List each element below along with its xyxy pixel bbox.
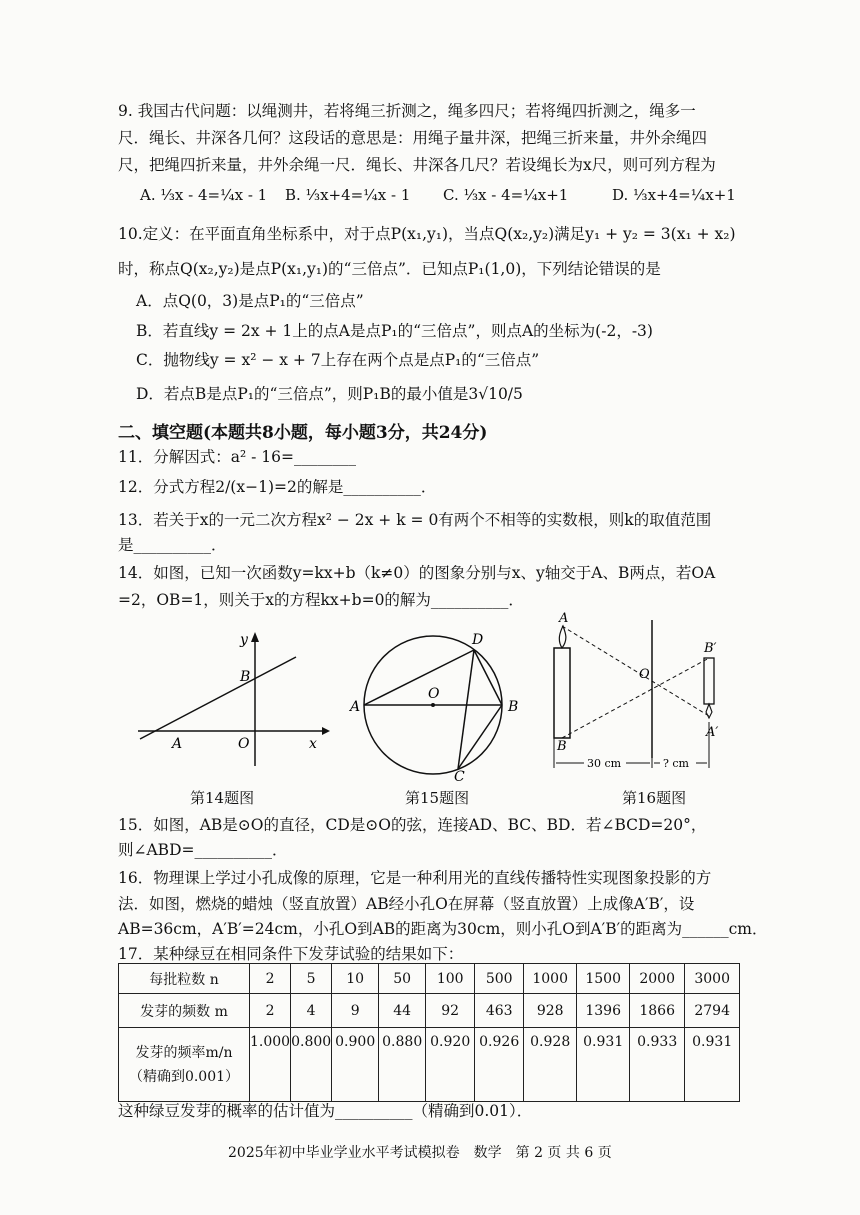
table-cell: 2794	[685, 994, 740, 1028]
q11-text: 11．分解因式：a² - 16=________	[118, 448, 356, 466]
table-cell: 1.000	[250, 1028, 291, 1102]
label-o: O	[639, 667, 650, 682]
function-line	[140, 657, 296, 739]
dim-30cm: 30 cm	[587, 757, 622, 770]
q13-line2: 是__________．	[118, 536, 227, 554]
table-row-frequency	[119, 1028, 740, 1102]
q10-option-d: D．若点B是点P₁的“三倍点”，则P₁B的最小值是3√10/5	[136, 385, 523, 403]
label-b: B	[240, 669, 251, 685]
q16-line3: AB=36cm，A′B′=24cm，小孔O到AB的距离为30cm，则小孔O到A′B′的距离为______cm．	[118, 920, 768, 938]
flame-icon	[559, 626, 566, 648]
table-cell: 463	[475, 994, 524, 1028]
table-cell: 0.931	[685, 1028, 740, 1102]
label-a: A	[172, 736, 183, 752]
table-cell: 1396	[577, 994, 630, 1028]
q9-line3: 尺，把绳四折来量，井外余绳一尺．绳长、井深各几尺？若设绳长为x尺，则可列方程为	[118, 156, 716, 174]
table-row-m	[119, 994, 740, 1028]
table-cell: 92	[426, 994, 475, 1028]
q9-option-d: D. ⅓x+4=¼x+1	[612, 186, 736, 204]
table-cell: 0.933	[630, 1028, 685, 1102]
caption-fig16: 第16题图	[622, 789, 687, 807]
label-b: B	[557, 739, 567, 754]
ray-b	[562, 658, 709, 738]
table-cell: 100	[426, 964, 475, 994]
table-cell: 2	[250, 994, 291, 1028]
q12-text: 12．分式方程2/(x−1)=2的解是__________．	[118, 478, 437, 496]
label-x: x	[309, 736, 317, 752]
table-cell: 50	[379, 964, 426, 994]
section-2-heading: 二、填空题(本题共8小题，每小题3分，共24分)	[118, 423, 488, 443]
table-cell: 0.800	[291, 1028, 332, 1102]
table-cell: 1500	[577, 964, 630, 994]
q16-line2: 法．如图，燃烧的蜡烛（竖直放置）AB经小孔O在屏幕（竖直放置）上成像A′B′，设	[118, 895, 695, 913]
label-a-prime: A′	[706, 725, 719, 740]
row-label-m: 发芽的频数 m	[119, 994, 250, 1028]
label-o: O	[428, 686, 440, 702]
q10-line1: 10.定义：在平面直角坐标系中，对于点P(x₁,y₁)，当点Q(x₂,y₂)满足y₁ + y₂ = 3(x₁ + x₂)	[118, 225, 736, 243]
chord-cd	[458, 650, 474, 769]
table-cell: 44	[379, 994, 426, 1028]
row-label-frequency	[119, 1028, 250, 1102]
q16-line1: 16．物理课上学过小孔成像的原理，它是一种利用光的直线传播特性实现图象投影的方	[118, 869, 712, 887]
q9-line2: 尺．绳长、井深各几何？这段话的意思是：用绳子量井深，把绳三折来量，井外余绳四	[118, 129, 708, 147]
chord-ad	[364, 650, 474, 705]
chord-bd	[474, 650, 502, 705]
q17-table	[118, 963, 740, 1102]
table-cell: 0.920	[426, 1028, 475, 1102]
q10-line2: 时，称点Q(x₂,y₂)是点P(x₁,y₁)的“三倍点”．已知点P₁(1,0)，下列结论错误的是	[118, 260, 661, 278]
table-cell: 2000	[630, 964, 685, 994]
q14-line2: =2，OB=1，则关于x的方程kx+b=0的解为__________．	[118, 591, 524, 609]
center-point	[431, 703, 435, 707]
table-cell: 0.926	[475, 1028, 524, 1102]
x-axis-arrow-icon	[322, 727, 330, 735]
ray-a	[562, 626, 709, 716]
q17-ending: 这种绿豆发芽的概率的估计值为__________（精确到0.01）．	[118, 1102, 533, 1120]
q10-option-a: A．点Q(0，3)是点P₁的“三倍点”	[136, 292, 364, 310]
table-cell: 500	[475, 964, 524, 994]
label-c: C	[454, 769, 465, 783]
table-cell: 0.900	[332, 1028, 379, 1102]
table-cell: 0.880	[379, 1028, 426, 1102]
figure-16-diagram	[548, 612, 723, 777]
label-a: A	[350, 699, 361, 715]
frequency-label: 发芽的频率m/n	[135, 1044, 233, 1061]
label-b-prime: B′	[704, 641, 717, 656]
label-o: O	[238, 736, 250, 752]
q17-intro: 17．某种绿豆在相同条件下发芽试验的结果如下：	[118, 945, 464, 963]
figure-15-diagram	[340, 618, 530, 783]
caption-fig15: 第15题图	[405, 789, 470, 807]
table-cell: 9	[332, 994, 379, 1028]
table-cell: 3000	[685, 964, 740, 994]
table-cell: 1000	[524, 964, 577, 994]
inverted-flame-icon	[706, 704, 712, 718]
table-cell: 1866	[630, 994, 685, 1028]
table-cell: 2	[250, 964, 291, 994]
table-cell: 5	[291, 964, 332, 994]
q9-option-a: A. ⅓x - 4=¼x - 1	[140, 186, 268, 204]
row-label-n: 每批粒数 n	[119, 964, 250, 994]
table-row-n	[119, 964, 740, 994]
candle-body	[554, 648, 570, 738]
y-axis-arrow-icon	[251, 632, 259, 642]
figure-14-diagram	[130, 628, 330, 768]
label-b: B	[508, 699, 519, 715]
q9-option-c: C. ⅓x - 4=¼x+1	[443, 186, 569, 204]
table-cell: 4	[291, 994, 332, 1028]
q9-option-b: B. ⅓x+4=¼x - 1	[285, 186, 411, 204]
frequency-note: （精确到0.001）	[128, 1068, 240, 1085]
q15-line1: 15．如图，AB是⊙O的直径，CD是⊙O的弦，连接AD、BC、BD．若∠BCD=20°，	[118, 816, 707, 834]
table-cell: 0.928	[524, 1028, 577, 1102]
q9-line1: 9. 我国古代问题：以绳测井，若将绳三折测之，绳多四尺；若将绳四折测之，绳多一	[118, 102, 696, 120]
q14-line1: 14．如图，已知一次函数y=kx+b（k≠0）的图象分别与x、y轴交于A、B两点，若OA	[118, 564, 716, 582]
table-cell: 0.931	[577, 1028, 630, 1102]
q10-option-c: C．抛物线y = x² − x + 7上存在两个点是点P₁的“三倍点”	[136, 351, 540, 369]
label-d: D	[472, 632, 484, 648]
label-a: A	[559, 612, 569, 626]
label-y: y	[240, 632, 248, 648]
table-cell: 10	[332, 964, 379, 994]
q15-line2: 则∠ABD=__________．	[118, 841, 288, 859]
q13-line1: 13．若关于x的一元二次方程x² − 2x + k = 0有两个不相等的实数根，则k的取值范围	[118, 511, 712, 529]
dim-unknown: ? cm	[663, 757, 689, 770]
caption-fig14: 第14题图	[190, 789, 255, 807]
table-cell: 928	[524, 994, 577, 1028]
q10-option-b: B．若直线y = 2x + 1上的点A是点P₁的“三倍点”，则点A的坐标为(-2，-3)	[136, 322, 653, 340]
page-footer: 2025年初中毕业学业水平考试模拟卷 数学 第 2 页 共 6 页	[228, 1145, 612, 1161]
image-body	[704, 658, 714, 704]
